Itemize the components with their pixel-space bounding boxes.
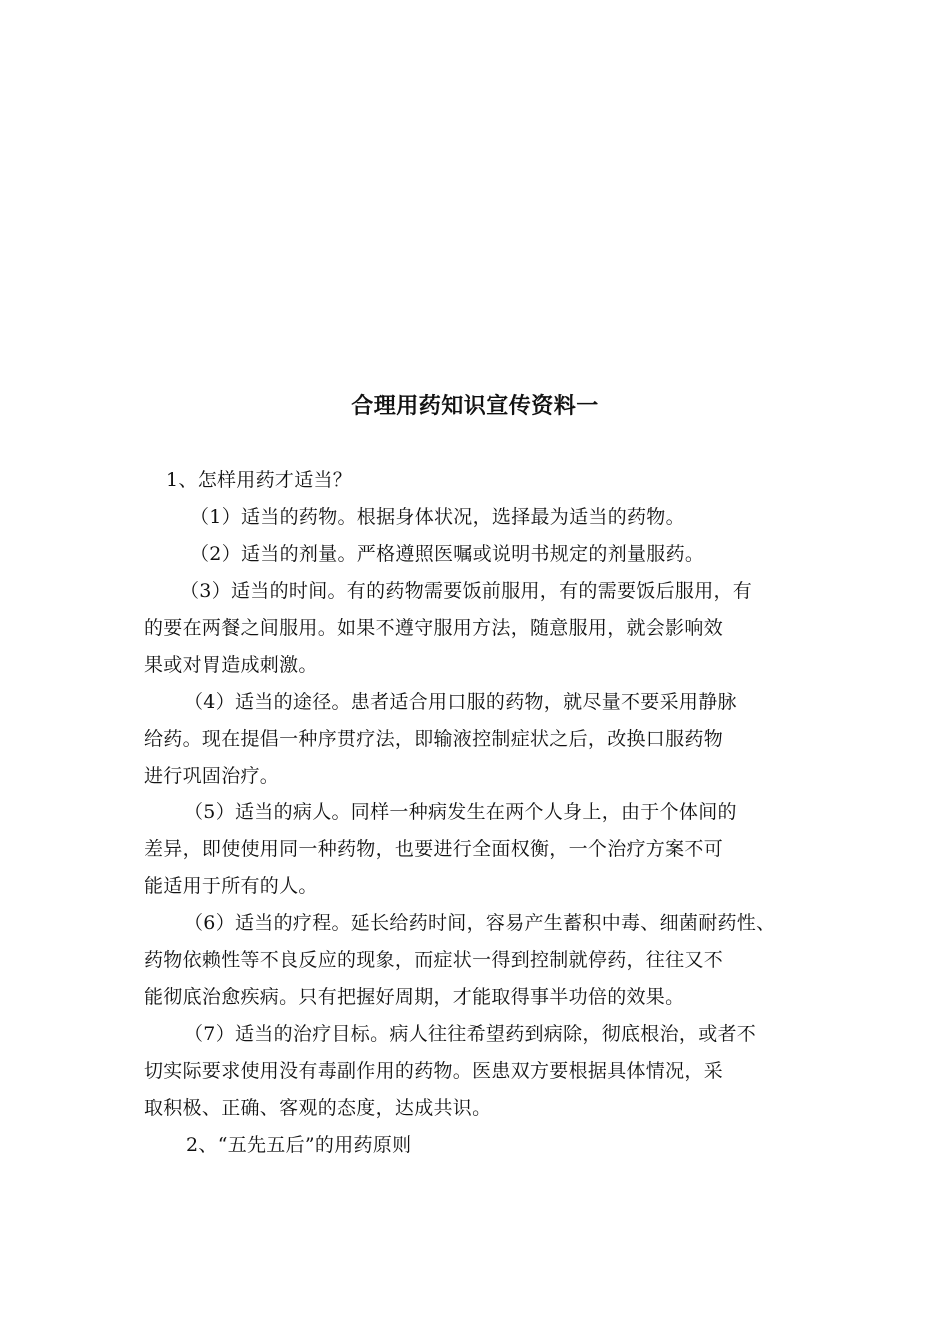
paragraph-line: 的要在两餐之间服用。如果不遵守服用方法，随意服用，就会影响效 [144,617,724,639]
paragraph-line: （6）适当的疗程。延长给药时间，容易产生蓄积中毒、细菌耐药性、 [184,912,776,934]
paragraph-line: （1）适当的药物。根据身体状况，选择最为适当的药物。 [190,506,685,528]
paragraph-line: 差异，即使使用同一种药物，也要进行全面权衡，一个治疗方案不可 [144,838,724,860]
paragraph-line: 能适用于所有的人。 [144,875,318,897]
paragraph-line: 能彻底治愈疾病。只有把握好周期，才能取得事半功倍的效果。 [144,986,685,1008]
paragraph-line: （4）适当的途径。患者适合用口服的药物，就尽量不要采用静脉 [184,691,737,713]
paragraph-line: （7）适当的治疗目标。病人往往希望药到病除，彻底根治，或者不 [184,1023,757,1045]
paragraph-line: 取积极、正确、客观的态度，达成共识。 [144,1097,492,1119]
question-heading-2: 2、“五先五后”的用药原则 [186,1134,412,1156]
paragraph-line: （3）适当的时间。有的药物需要饭前服用，有的需要饭后服用，有 [180,580,753,602]
question-heading-1: 1、怎样用药才适当？ [166,469,353,491]
paragraph-line: （2）适当的剂量。严格遵照医嘱或说明书规定的剂量服药。 [190,543,705,565]
paragraph-line: 果或对胃造成刺激。 [144,654,318,676]
paragraph-line: 药物依赖性等不良反应的现象，而症状一得到控制就停药，往往又不 [144,949,724,971]
paragraph-line: 给药。现在提倡一种序贯疗法，即输液控制症状之后，改换口服药物 [144,728,724,750]
page-title: 合理用药知识宣传资料一 [351,393,599,419]
paragraph-line: 进行巩固治疗。 [144,765,280,787]
paragraph-line: 切实际要求使用没有毒副作用的药物。医患双方要根据具体情况，采 [144,1060,724,1082]
paragraph-line: （5）适当的病人。同样一种病发生在两个人身上，由于个体间的 [184,801,737,823]
